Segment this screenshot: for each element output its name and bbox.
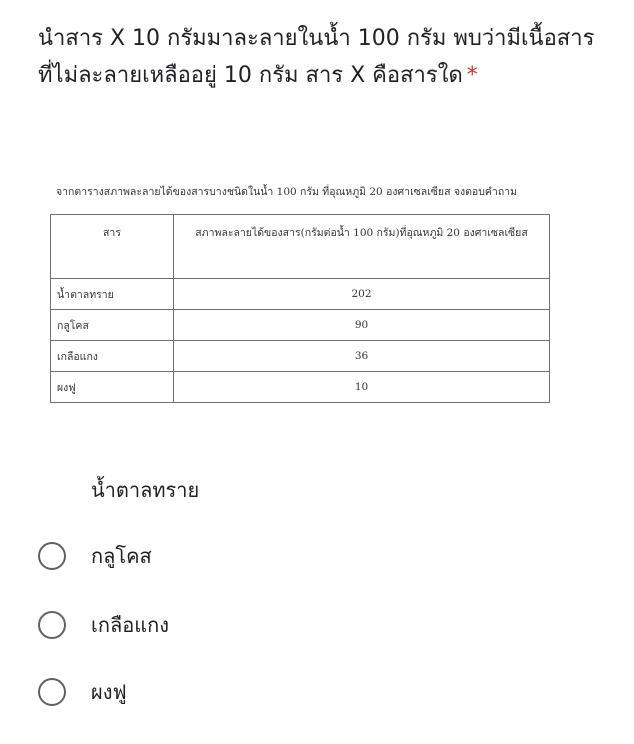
question-text: นำสาร X 10 กรัมมาละลายในน้ำ 100 กรัม พบว่ามีเนื้อสารที่ไม่ละลายเหลืออยู่ 10 กรัม สาร X คือสารใด — [38, 26, 595, 88]
table-row — [51, 341, 550, 372]
question-image — [50, 180, 602, 403]
option-label: น้ำตาลทราย — [91, 478, 200, 502]
cell-solubility: 36 — [174, 341, 550, 372]
header-substance: สาร — [51, 215, 174, 279]
table-header-row — [51, 215, 550, 279]
question-title — [38, 20, 608, 94]
table-row — [51, 310, 550, 341]
option-baking-soda[interactable] — [38, 672, 598, 712]
radio-button[interactable] — [38, 611, 66, 639]
option-label: ผงฟู — [91, 680, 127, 704]
cell-substance: กลูโคส — [51, 310, 174, 341]
cell-substance: เกลือแกง — [51, 341, 174, 372]
radio-button[interactable] — [38, 678, 66, 706]
option-label: กลูโคส — [91, 544, 152, 568]
option-sugar[interactable] — [38, 470, 598, 510]
option-glucose[interactable] — [38, 536, 598, 576]
cell-substance: น้ำตาลทราย — [51, 279, 174, 310]
cell-substance: ผงฟู — [51, 372, 174, 403]
table-row — [51, 372, 550, 403]
cell-solubility: 10 — [174, 372, 550, 403]
cell-solubility: 202 — [174, 279, 550, 310]
option-label: เกลือแกง — [91, 613, 169, 637]
cell-solubility: 90 — [174, 310, 550, 341]
header-solubility: สภาพละลายได้ของสาร(กรัมต่อน้ำ 100 กรัม)ที่อุณหภูมิ 20 องศาเซลเซียส — [174, 215, 550, 279]
radio-button[interactable] — [38, 542, 66, 570]
option-salt[interactable] — [38, 605, 598, 645]
table-caption: จากตารางสภาพละลายได้ของสารบางชนิดในน้ำ 100 กรัม ที่อุณหภูมิ 20 องศาเซลเซียส จงตอบคำถาม — [56, 186, 517, 198]
table-row — [51, 279, 550, 310]
required-asterisk: * — [466, 63, 478, 88]
solubility-table — [50, 214, 550, 403]
